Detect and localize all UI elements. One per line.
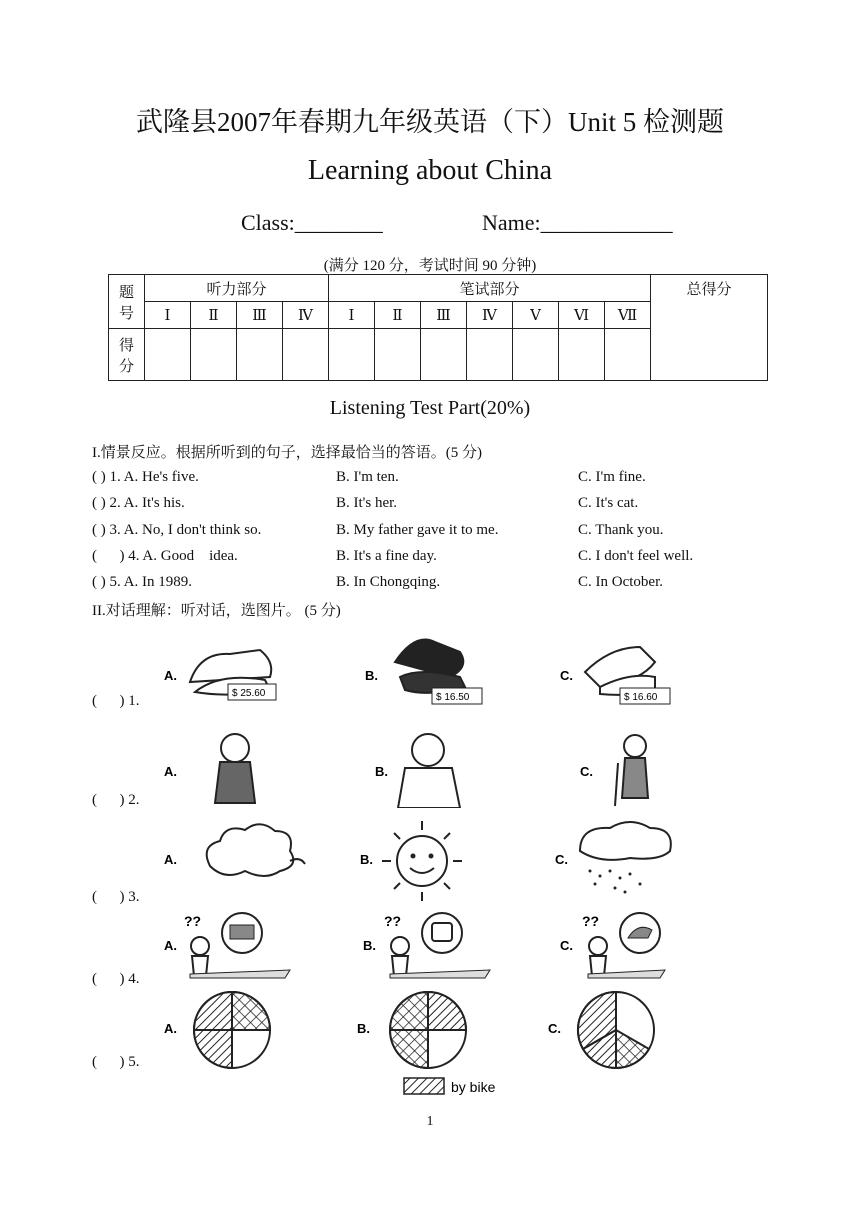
question-1: ( ) 1. A. He's five.: [92, 469, 199, 485]
question-2: ( ) 2. A. It's his.: [92, 495, 185, 511]
pie-option-a: [164, 992, 270, 1068]
col-writing-4: Ⅳ: [467, 302, 513, 329]
option-letter: B.: [363, 938, 376, 953]
page-subtitle: Learning about China: [307, 155, 553, 186]
shoe-option-b: [365, 640, 482, 705]
score-cell: [237, 329, 283, 381]
col-writing-3: Ⅲ: [421, 302, 467, 329]
option-letter: B.: [375, 764, 388, 779]
score-cell: [421, 329, 467, 381]
option-letter: B.: [365, 668, 378, 683]
pie-option-b: [357, 992, 466, 1068]
score-cell: [191, 329, 237, 381]
row-label-tihao: [109, 275, 145, 329]
writing-header: 笔试部分: [329, 275, 651, 302]
svg-text:??: ??: [582, 913, 600, 929]
exam-note: (满分 120 分，考试时间 90 分钟): [323, 258, 537, 274]
name-field: Name:____________: [482, 210, 673, 235]
shoe-option-a: [164, 650, 276, 700]
option-c: C. Thank you.: [578, 522, 664, 538]
option-letter: A.: [164, 1021, 177, 1036]
weather-pictures: [160, 816, 690, 906]
score-cell: [145, 329, 191, 381]
child-option-a: [164, 734, 255, 803]
col-writing-2: Ⅱ: [375, 302, 421, 329]
thinking-pictures: [160, 908, 690, 980]
option-c: C. In October.: [578, 574, 663, 590]
option-letter: B.: [357, 1021, 370, 1036]
row-label-defen: [109, 329, 145, 381]
option-letter: C.: [548, 1021, 561, 1036]
pie-option-c: [548, 992, 654, 1068]
col-listening-3: Ⅲ: [237, 302, 283, 329]
row-label-char: 号: [118, 305, 134, 322]
option-letter: A.: [164, 668, 177, 683]
children-pictures: [160, 728, 690, 808]
listening-header: 听力部分: [145, 275, 329, 302]
page-number: 1: [426, 1114, 434, 1129]
option-letter: A.: [164, 938, 177, 953]
legend-label: by bike: [451, 1079, 496, 1095]
thinking-option-b: [363, 913, 490, 978]
sun-icon: [360, 821, 462, 901]
row-label-char: 得: [118, 337, 134, 354]
thinking-option-a: [164, 913, 290, 978]
child-option-b: [375, 734, 460, 808]
col-writing-7: Ⅶ: [605, 302, 651, 329]
question-5: ( ) 5. A. In 1989.: [92, 574, 192, 590]
score-cell: [559, 329, 605, 381]
wind-cloud-icon: [164, 824, 305, 876]
picture-question-5: ( ) 5.: [92, 1054, 140, 1070]
option-b: B. It's a fine day.: [336, 548, 437, 564]
option-letter: A.: [164, 764, 177, 779]
col-writing-5: Ⅴ: [513, 302, 559, 329]
question-3: ( ) 3. A. No, I don't think so.: [92, 522, 262, 538]
option-letter: A.: [164, 852, 177, 867]
option-letter: C.: [560, 938, 573, 953]
col-listening-2: Ⅱ: [191, 302, 237, 329]
option-b: B. I'm ten.: [336, 469, 399, 485]
question-4: ( ) 4. A. Good idea.: [92, 548, 238, 564]
option-c: C. It's cat.: [578, 495, 639, 511]
option-b: B. My father gave it to me.: [336, 522, 499, 538]
col-writing-6: Ⅵ: [559, 302, 605, 329]
listening-section-title: Listening Test Part(20%): [329, 397, 531, 419]
option-letter: C.: [555, 852, 568, 867]
price-tag: $ 16.50: [436, 692, 470, 703]
col-listening-4: Ⅳ: [283, 302, 329, 329]
picture-question-3: ( ) 3.: [92, 889, 140, 905]
price-tag: $ 16.60: [624, 692, 658, 703]
picture-question-1: ( ) 1.: [92, 693, 140, 709]
page-title: 武隆县2007年春期九年级英语（下）Unit 5 检测题: [135, 107, 724, 137]
col-listening-1: Ⅰ: [145, 302, 191, 329]
part2-heading: II.对话理解：听对话，选图片。 (5 分): [92, 603, 341, 619]
option-b: B. It's her.: [336, 495, 398, 511]
price-tag: $ 25.60: [232, 688, 266, 699]
row-label-char: 题: [118, 284, 134, 301]
option-c: C. I don't feel well.: [578, 548, 694, 564]
score-cell: [605, 329, 651, 381]
pie-legend: [404, 1078, 496, 1095]
svg-text:??: ??: [384, 913, 402, 929]
option-letter: B.: [360, 852, 373, 867]
option-letter: C.: [580, 764, 593, 779]
option-b: B. In Chongqing.: [336, 574, 441, 590]
class-field: Class:________: [241, 210, 383, 235]
score-cell: [283, 329, 329, 381]
col-writing-1: Ⅰ: [329, 302, 375, 329]
rain-cloud-icon: [555, 822, 671, 894]
svg-text:??: ??: [184, 913, 202, 929]
score-cell: [513, 329, 559, 381]
score-cell: [329, 329, 375, 381]
total-header: 总得分: [651, 275, 768, 381]
row-label-char: 分: [118, 358, 134, 375]
picture-question-4: ( ) 4.: [92, 971, 140, 987]
pie-pictures: [160, 988, 690, 1103]
option-c: C. I'm fine.: [578, 469, 646, 485]
score-cell: [467, 329, 513, 381]
option-letter: C.: [560, 668, 573, 683]
part1-heading: I.情景反应。根据所听到的句子，选择最恰当的答语。(5 分): [92, 445, 482, 461]
picture-question-2: ( ) 2.: [92, 792, 140, 808]
score-cell: [375, 329, 421, 381]
thinking-option-c: [560, 913, 665, 978]
score-table: [108, 274, 768, 381]
shoe-option-c: [560, 647, 670, 704]
shoes-pictures: [160, 632, 690, 712]
child-option-c: [580, 735, 648, 806]
